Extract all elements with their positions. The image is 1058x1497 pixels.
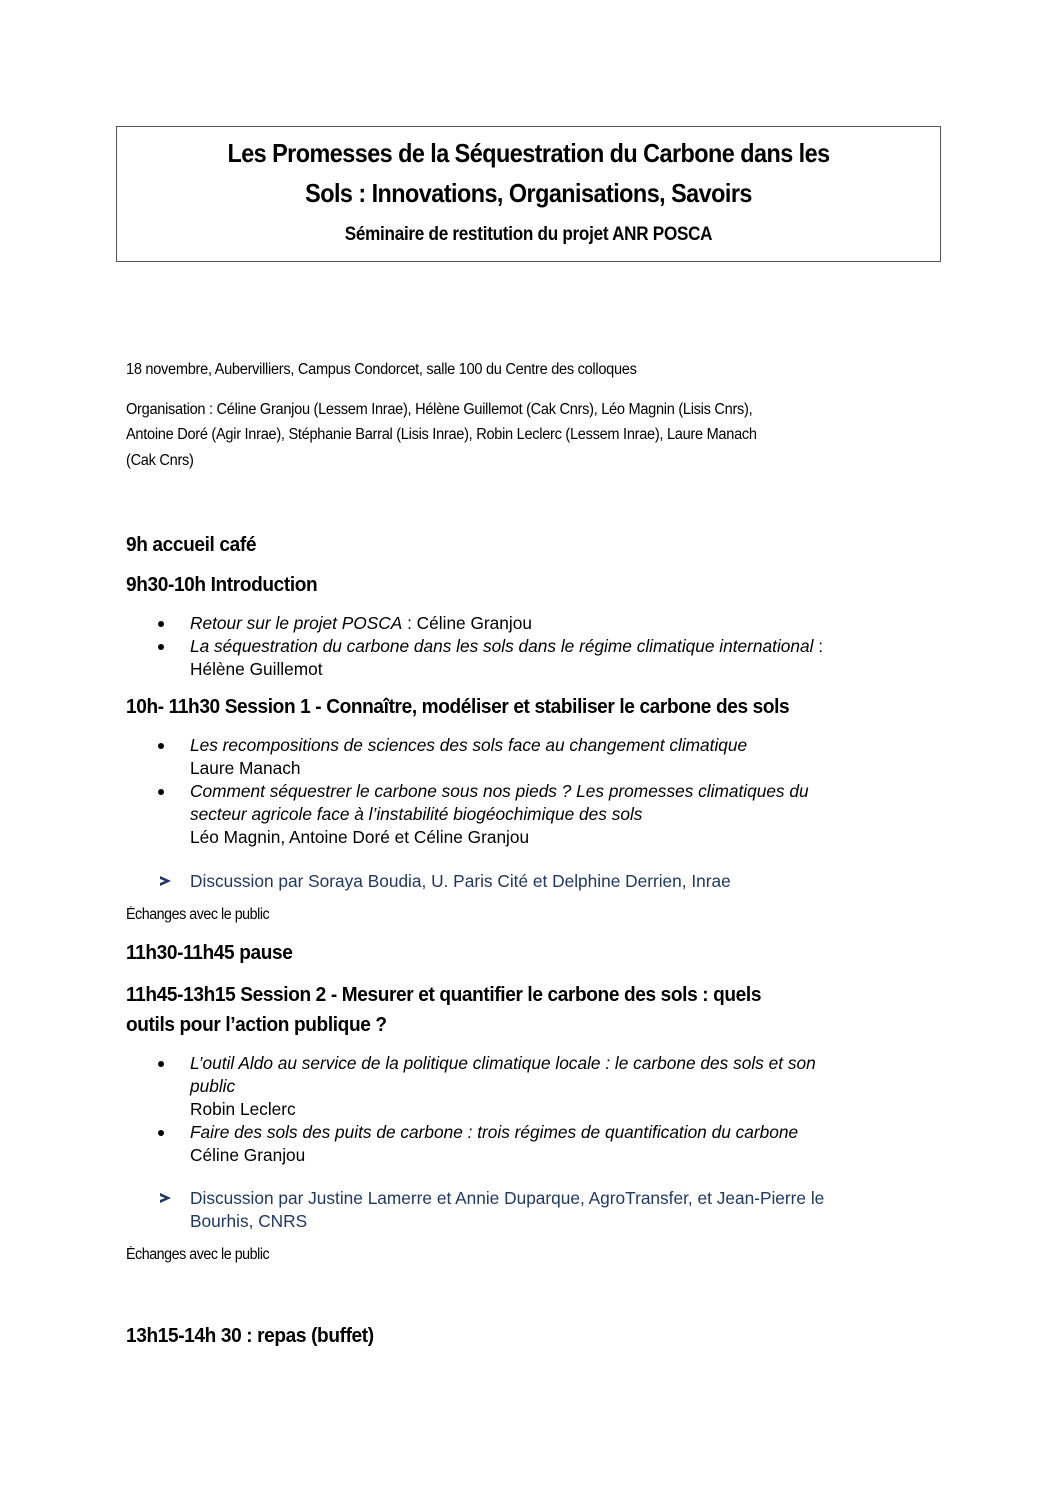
bullet-dot-icon <box>158 621 164 627</box>
exchange-public-2: Échanges avec le public <box>126 1246 270 1263</box>
heading-session-2-line-1: 11h45-13h15 Session 2 - Mesurer et quantifier le carbone des sols : quels <box>126 983 762 1006</box>
talk-item <box>155 635 823 681</box>
discussion-item <box>155 870 731 893</box>
session-1-discussion <box>155 870 731 893</box>
talk-separator: : <box>813 636 824 656</box>
bullet-dot-icon <box>158 1130 164 1136</box>
talk-speaker: Céline Granjou <box>190 1145 306 1165</box>
heading-session-1: 10h- 11h30 Session 1 - Connaître, modéliser et stabiliser le carbone des sols <box>126 695 790 718</box>
talk-item <box>155 612 823 635</box>
talk-speaker: Laure Manach <box>190 758 301 778</box>
discussion-text-line-2: Bourhis, CNRS <box>190 1211 308 1231</box>
title-line-1: Les Promesses de la Séquestration du Carbone dans les <box>227 138 830 168</box>
heading-intro: 9h30-10h Introduction <box>126 573 318 596</box>
talk-speaker: Hélène Guillemot <box>190 659 323 679</box>
arrow-right-icon <box>160 876 171 886</box>
title-line-2: Sols : Innovations, Organisations, Savoirs <box>305 178 752 208</box>
organisation-line-3: (Cak Cnrs) <box>126 452 194 469</box>
talk-speaker: Céline Granjou <box>416 613 532 633</box>
talk-title: Faire des sols des puits de carbone : trois régimes de quantification du carbone <box>190 1122 799 1142</box>
discussion-item <box>155 1187 824 1233</box>
session-2-discussion <box>155 1187 824 1233</box>
heading-welcome: 9h accueil café <box>126 533 257 556</box>
heading-session-2-line-2: outils pour l’action publique ? <box>126 1013 387 1036</box>
arrow-right-icon <box>160 1193 171 1203</box>
bullet-dot-icon <box>158 789 164 795</box>
heading-lunch: 13h15-14h 30 : repas (buffet) <box>126 1324 374 1347</box>
exchange-public-1: Échanges avec le public <box>126 906 270 923</box>
date-location: 18 novembre, Aubervilliers, Campus Condorcet, salle 100 du Centre des colloques <box>126 361 637 378</box>
heading-pause: 11h30-11h45 pause <box>126 941 293 964</box>
discussion-text: Discussion par Soraya Boudia, U. Paris Cité et Delphine Derrien, Inrae <box>190 871 731 891</box>
talk-item <box>155 780 809 849</box>
talk-title-line-2: public <box>190 1076 236 1096</box>
session-1-talks-list <box>155 734 809 849</box>
talk-item <box>155 1052 816 1121</box>
talk-item <box>155 1121 816 1167</box>
talk-speaker: Léo Magnin, Antoine Doré et Céline Granjou <box>190 827 530 847</box>
talk-item <box>155 734 809 780</box>
talk-title: Retour sur le projet POSCA <box>190 613 403 633</box>
bullet-dot-icon <box>158 644 164 650</box>
talk-title: La séquestration du carbone dans les sols dans le régime climatique international <box>190 636 814 656</box>
organisation-line-2: Antoine Doré (Agir Inrae), Stéphanie Barral (Lisis Inrae), Robin Leclerc (Lessem Inrae), Laure Manach <box>126 426 757 443</box>
talk-title-line-2: secteur agricole face à l’instabilité biogéochimique des sols <box>190 804 643 824</box>
intro-talks-list <box>155 612 823 681</box>
title-box <box>116 126 941 262</box>
talk-title-line-1: L’outil Aldo au service de la politique climatique locale : le carbone des sols et son <box>190 1053 816 1073</box>
talk-title-line-1: Comment séquestrer le carbone sous nos pieds ? Les promesses climatiques du <box>190 781 809 801</box>
bullet-dot-icon <box>158 743 164 749</box>
session-2-talks-list <box>155 1052 816 1167</box>
talk-title: Les recompositions de sciences des sols face au changement climatique <box>190 735 748 755</box>
talk-separator: : <box>402 613 417 633</box>
discussion-text-line-1: Discussion par Justine Lamerre et Annie Duparque, AgroTransfer, et Jean-Pierre le <box>190 1188 825 1208</box>
talk-speaker: Robin Leclerc <box>190 1099 296 1119</box>
subtitle: Séminaire de restitution du projet ANR POSCA <box>344 224 713 245</box>
organisation-line-1: Organisation : Céline Granjou (Lessem Inrae), Hélène Guillemot (Cak Cnrs), Léo Magnin (Lisis Cnrs), <box>126 401 753 418</box>
bullet-dot-icon <box>158 1061 164 1067</box>
